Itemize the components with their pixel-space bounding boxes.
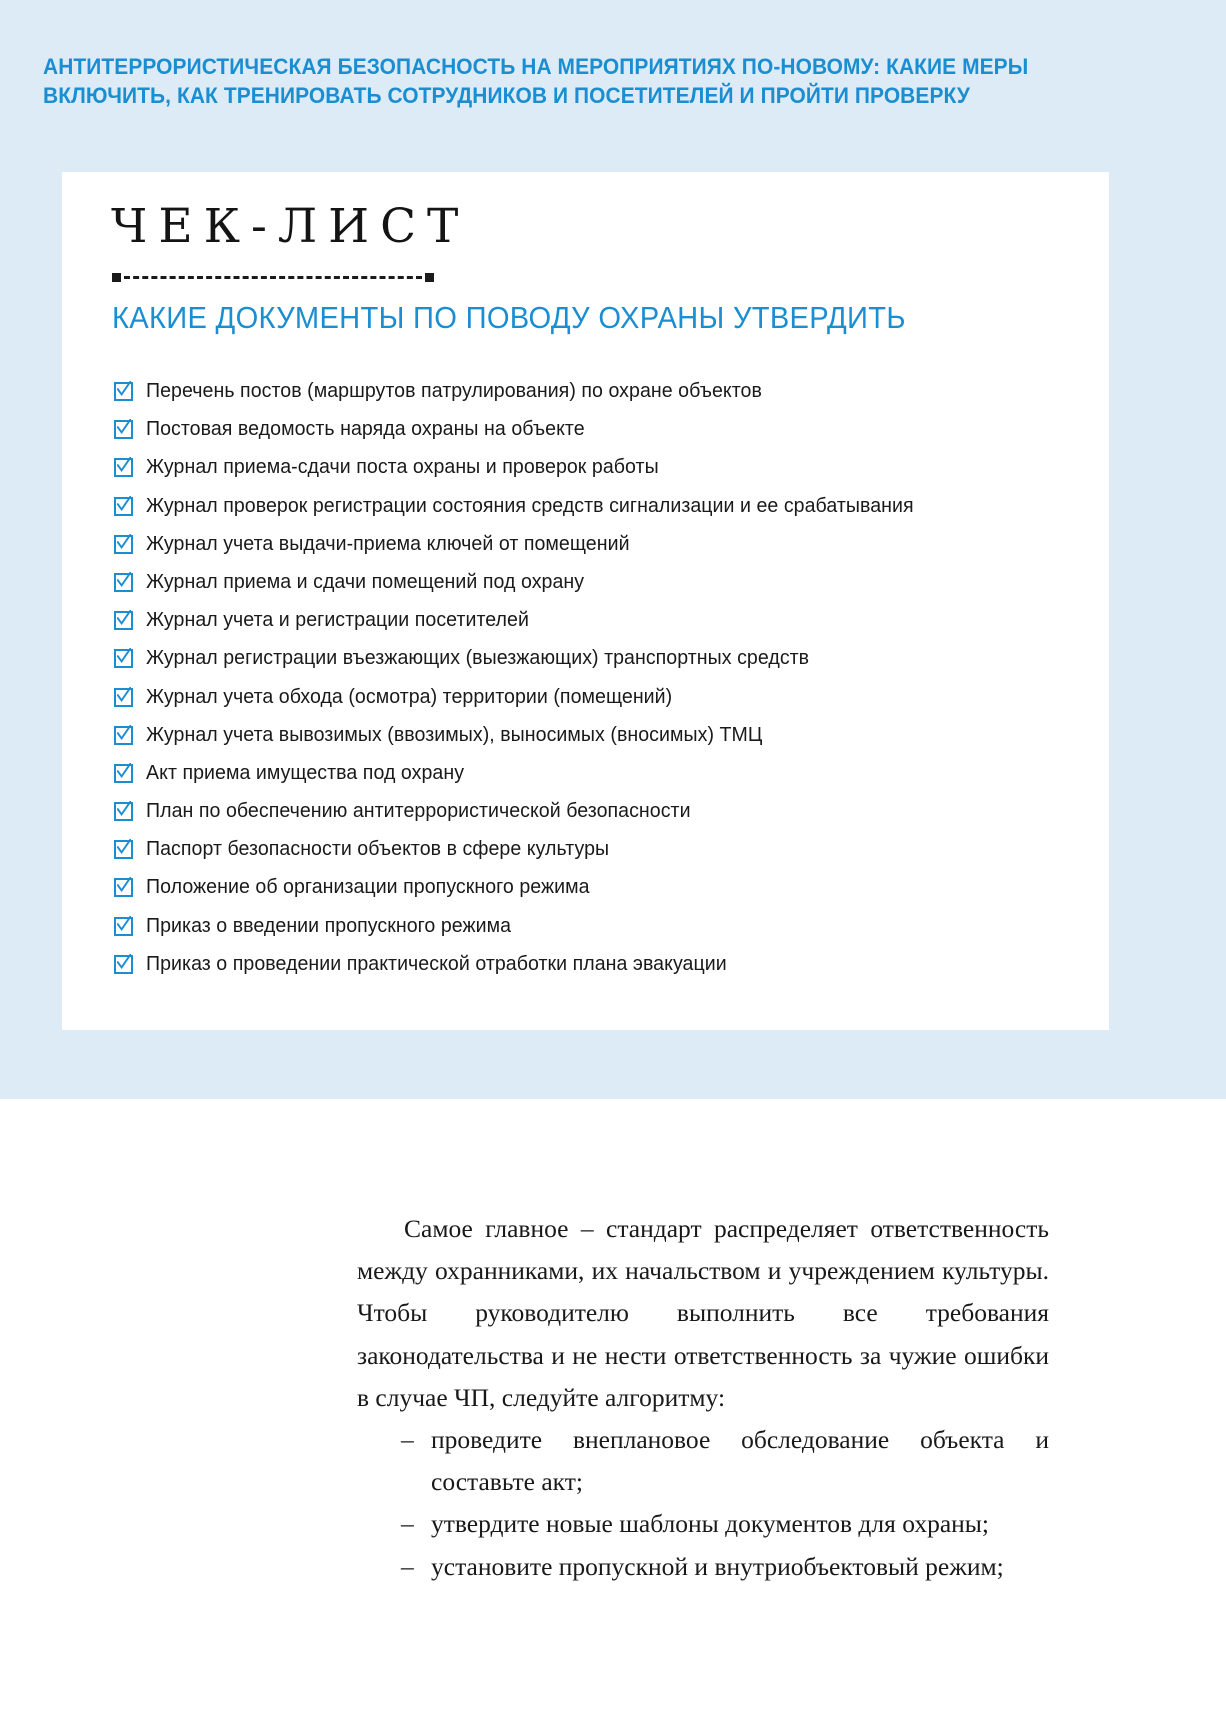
algorithm-bullet-item	[357, 1503, 1049, 1545]
checklist-item[interactable]	[114, 643, 1074, 681]
checklist-item[interactable]	[114, 796, 1074, 834]
checklist-item-label: Журнал проверок регистрации состояния средств сигнализации и ее срабатывания	[146, 493, 914, 517]
checkbox-checked-icon[interactable]	[114, 535, 133, 554]
checklist-item[interactable]	[114, 491, 1074, 529]
rule-dashes	[124, 276, 422, 279]
checkbox-checked-icon[interactable]	[114, 382, 133, 401]
checklist-item[interactable]	[114, 605, 1074, 643]
article-header-line-1: АНТИТЕРРОРИСТИЧЕСКАЯ БЕЗОПАСНОСТЬ НА МЕРОПРИЯТИЯХ ПО-НОВОМУ: КАКИЕ МЕРЫ	[43, 54, 1029, 79]
checklist-item-label: Журнал приема и сдачи помещений под охрану	[146, 569, 585, 593]
decorative-dashed-rule	[112, 272, 434, 284]
checklist-item[interactable]	[114, 911, 1074, 949]
algorithm-bullet-item	[357, 1419, 1049, 1503]
checkbox-checked-icon[interactable]	[114, 955, 133, 974]
checkbox-checked-icon[interactable]	[114, 802, 133, 821]
algorithm-bullet-text: установите пропускной и внутриобъектовый режим;	[431, 1551, 1004, 1581]
checklist-card	[62, 172, 1109, 1030]
checkbox-checked-icon[interactable]	[114, 878, 133, 897]
checklist-item-label: План по обеспечению антитеррористической безопасности	[146, 799, 691, 823]
checkbox-checked-icon[interactable]	[114, 420, 133, 439]
checkbox-checked-icon[interactable]	[114, 726, 133, 745]
rule-cap-left-icon	[112, 273, 121, 282]
checkbox-checked-icon[interactable]	[114, 840, 133, 859]
checklist-item-label: Паспорт безопасности объектов в сфере культуры	[146, 837, 610, 861]
checkbox-checked-icon[interactable]	[114, 649, 133, 668]
checklist-item[interactable]	[114, 452, 1074, 490]
article-header	[43, 52, 1029, 110]
checkbox-checked-icon[interactable]	[114, 458, 133, 477]
checklist-item-label: Перечень постов (маршрутов патрулирования) по охране объектов	[146, 379, 762, 402]
article-header-line-2: ВКЛЮЧИТЬ, КАК ТРЕНИРОВАТЬ СОТРУДНИКОВ И ПОСЕТИТЕЛЕЙ И ПРОЙТИ ПРОВЕРКУ	[43, 83, 970, 108]
checklist-item-label: Журнал приема-сдачи поста охраны и проверок работы	[146, 455, 659, 479]
checklist-item-label: Постовая ведомость наряда охраны на объекте	[146, 417, 585, 441]
checkbox-checked-icon[interactable]	[114, 611, 133, 630]
algorithm-bullet-text: проведите внеплановое обследование объекта и составьте акт;	[431, 1425, 1049, 1497]
checklist-item-label: Журнал учета выдачи-приема ключей от помещений	[146, 531, 630, 555]
checkbox-checked-icon[interactable]	[114, 573, 133, 592]
checkbox-checked-icon[interactable]	[114, 497, 133, 516]
body-paragraph: Самое главное – стандарт распределяет ответственность между охранниками, их начальством и учреждением культуры. Чтобы руководителю выполнить все требования законодательства и не нести ответственность за чужие ошибки в случае ЧП, следуйте алгоритму:	[357, 1214, 1049, 1412]
bullet-dash-icon: –	[401, 1425, 414, 1455]
section-title: КАКИЕ ДОКУМЕНТЫ ПО ПОВОДУ ОХРАНЫ УТВЕРДИТЬ	[112, 300, 906, 335]
checklist-item-label: Журнал учета и регистрации посетителей	[146, 608, 529, 632]
checklist-item[interactable]	[114, 758, 1074, 796]
checklist-item[interactable]	[114, 949, 1074, 987]
article-body	[357, 1208, 1049, 1588]
checkbox-checked-icon[interactable]	[114, 917, 133, 936]
checkbox-checked-icon[interactable]	[114, 688, 133, 707]
rule-cap-right-icon	[425, 273, 434, 282]
algorithm-bullet-text: утвердите новые шаблоны документов для охраны;	[431, 1509, 989, 1539]
checklist-item[interactable]	[114, 414, 1074, 452]
bullet-dash-icon: –	[401, 1551, 414, 1581]
checklist-item[interactable]	[114, 529, 1074, 567]
checklist-item[interactable]	[114, 682, 1074, 720]
checklist-item-label: Журнал регистрации въезжающих (выезжающих) транспортных средств	[146, 646, 810, 670]
algorithm-bullet-list	[357, 1419, 1049, 1588]
checklist-wordmark: ЧЕК-ЛИСТ	[111, 199, 470, 254]
checklist-item[interactable]	[114, 872, 1074, 910]
checklist-item[interactable]	[114, 567, 1074, 605]
checklist-item-label: Приказ о проведении практической отработки плана эвакуации	[146, 951, 727, 975]
algorithm-bullet-item	[357, 1546, 1049, 1588]
checklist-item-label: Журнал учета обхода (осмотра) территории (помещений)	[146, 684, 673, 708]
checklist-item[interactable]	[114, 376, 1074, 414]
checkbox-checked-icon[interactable]	[114, 764, 133, 783]
checklist-item-label: Приказ о введении пропускного режима	[146, 913, 512, 937]
checklist-item-label: Журнал учета вывозимых (ввозимых), выносимых (вносимых) ТМЦ	[146, 722, 763, 746]
checklist-item-label: Положение об организации пропускного режима	[146, 875, 590, 899]
checklist-item[interactable]	[114, 834, 1074, 872]
checklist-item-label: Акт приема имущества под охрану	[146, 760, 465, 784]
bullet-dash-icon: –	[401, 1509, 414, 1539]
checklist	[114, 376, 1074, 987]
checklist-item[interactable]	[114, 720, 1074, 758]
